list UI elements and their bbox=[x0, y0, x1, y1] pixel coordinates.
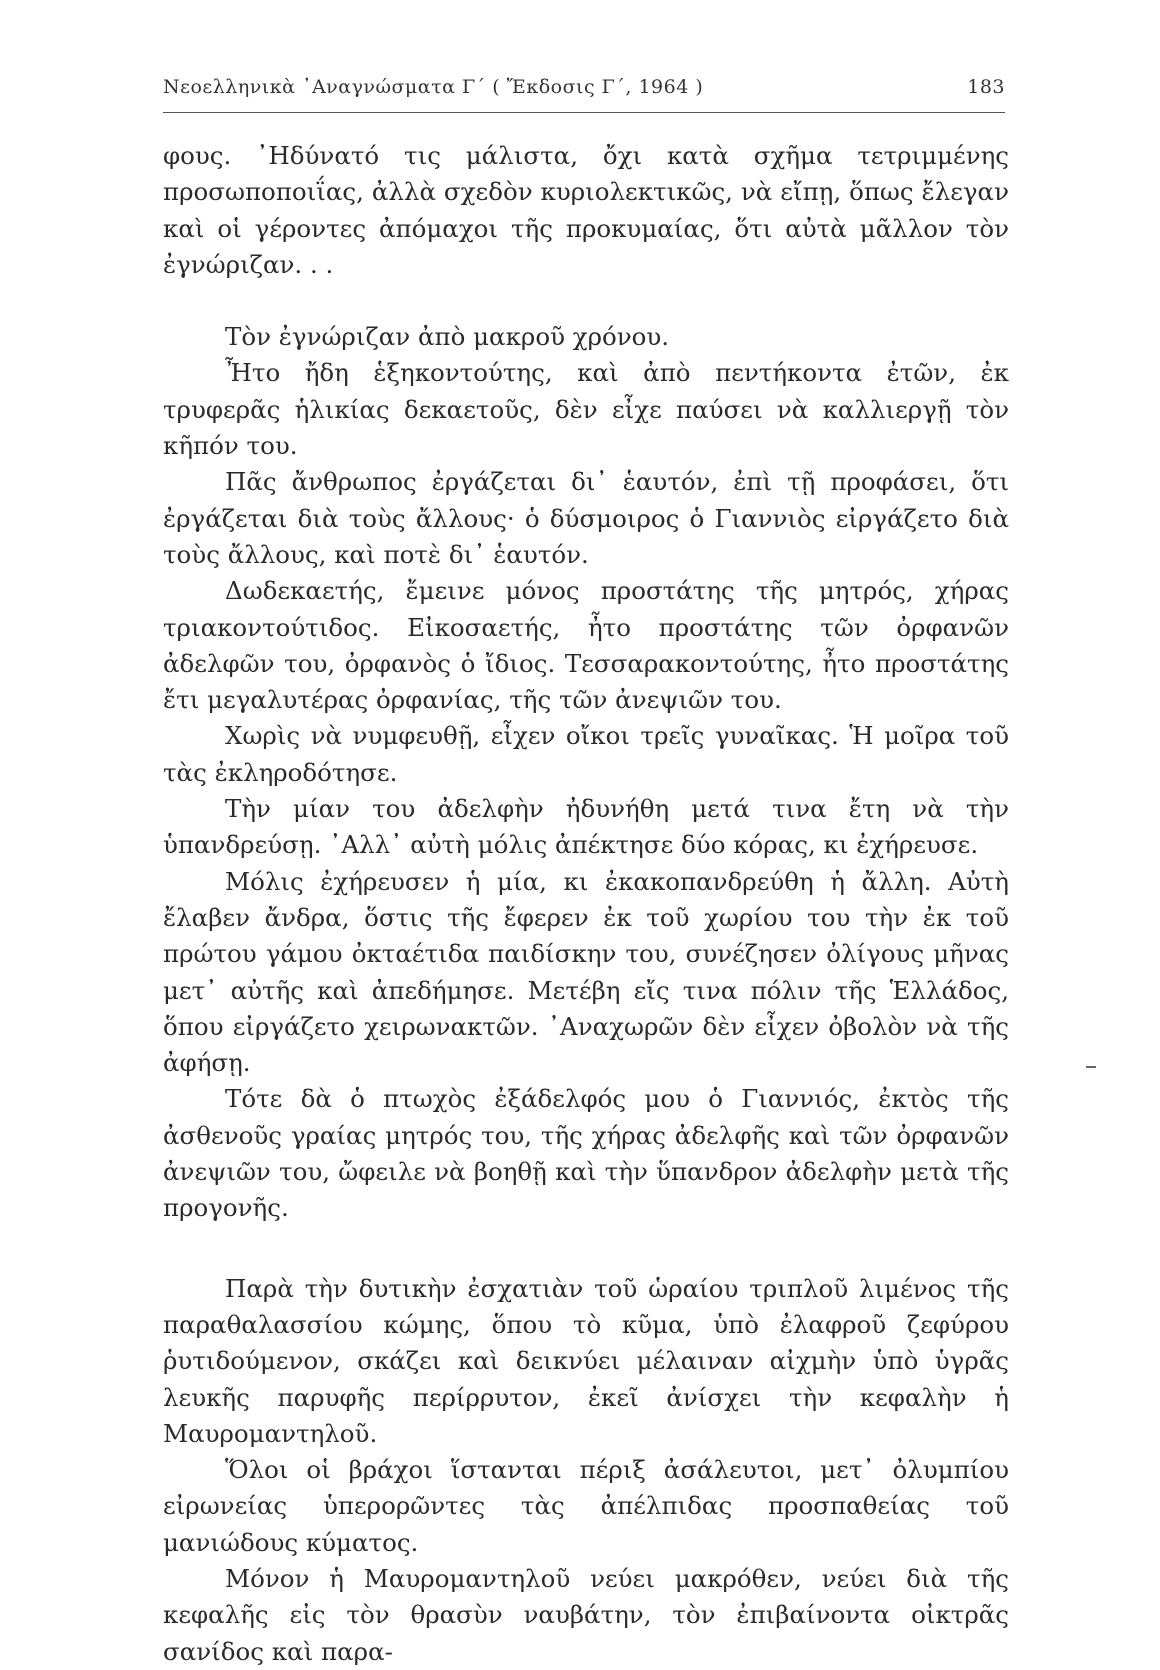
header-title: Νεοελληνικὰ ᾿Αναγνώσματα Γ΄ ( Ἔκδοσις Γ΄, 1964 ) bbox=[163, 76, 704, 98]
page-number: 183 bbox=[967, 76, 1005, 98]
paragraph: Τὴν μίαν του ἀδελφὴν ἠδυνήθη μετά τινα ἔτη νὰ τὴν ὑπανδρεύσῃ. ᾿Αλλ᾿ αὐτὴ μόλις ἀπέκτησε δύο κόρας, κι ἐχήρευσε. bbox=[163, 794, 1009, 860]
margin-mark bbox=[1086, 1066, 1096, 1068]
paragraph: Ἦτο ἤδη ἑξηκοντούτης, καὶ ἀπὸ πεντήκοντα ἐτῶν, ἐκ τρυφερᾶς ἡλικίας δεκαετοῦς, δὲν εἶχε παύσει νὰ καλλιεργῇ τὸν κῆπόν του. bbox=[163, 358, 1009, 461]
paragraph: Πᾶς ἄνθρωπος ἐργάζεται δι᾿ ἑαυτόν, ἐπὶ τῇ προφάσει, ὅτι ἐργάζεται διὰ τοὺς ἄλλους· ὁ δύσμοιρος ὁ Γιαννιὸς εἰργάζετο διὰ τοὺς ἄλλους, καὶ ποτὲ δι᾿ ἑαυτόν. bbox=[163, 467, 1009, 569]
paragraph: Χωρὶς νὰ νυμφευθῇ, εἶχεν οἴκοι τρεῖς γυναῖκας. Ἡ μοῖρα τοῦ τὰς ἐκληροδότησε. bbox=[163, 721, 1009, 787]
header-rule bbox=[163, 112, 1005, 113]
paragraph: Μόλις ἐχήρευσεν ἡ μία, κι ἐκακοπανδρεύθη ἡ ἄλλη. Αὐτὴ ἔλαβεν ἄνδρα, ὅστις τῆς ἔφερεν ἐκ τοῦ χωρίου του τὴν ἐκ τοῦ πρώτου γάμου ὀκταέτιδα παιδίσκην του, συνέζησεν ὀλίγους μῆνας μετ᾿ αὐτῆς καὶ ἀπεδήμησε. Μετέβη εἴς τινα πόλιν τῆς Ἑλλάδος, ὅπου εἰργάζετο χειρωνακτῶν. ᾿Αναχωρῶν δὲν εἶχεν ὀβολὸν νὰ τῆς ἀφήσῃ. bbox=[163, 866, 1009, 1078]
paragraph: Μόνον ἡ Μαυρομαντηλοῦ νεύει μακρόθεν, νεύει διὰ τῆς κεφαλῆς εἰς τὸν θρασὺν ναυβάτην, τὸν ἐπιβαίνοντα οἰκτρᾶς σανίδος καὶ παρα- bbox=[163, 1563, 1009, 1666]
paragraph: Ὅλοι οἱ βράχοι ἵστανται πέριξ ἀσάλευτοι, μετ᾿ ὀλυμπίου εἰρωνείας ὑπερορῶντες τὰς ἀπέλπιδας προσπαθείας τοῦ μανιώδους κύματος. bbox=[163, 1455, 1009, 1557]
paragraph: φους. ᾿Ηδύνατό τις μάλιστα, ὄχι κατὰ σχῆμα τετριμμένης προσωποποιΐας, ἀλλὰ σχεδὸν κυριολεκτικῶς, νὰ εἴπῃ, ὅπως ἔλεγαν καὶ οἱ γέροντες ἀπόμαχοι τῆς προκυμαίας, ὅτι αὐτὰ μᾶλλον τὸν ἐγνώριζαν. . . bbox=[163, 141, 1009, 279]
text-body bbox=[163, 138, 1009, 1670]
paragraph: Παρὰ τὴν δυτικὴν ἐσχατιὰν τοῦ ὡραίου τριπλοῦ λιμένος τῆς παραθαλασσίου κώμης, ὅπου τὸ κῦμα, ὑπὸ ἐλαφροῦ ζεφύρου ῥυτιδούμενον, σκάζει καὶ δεικνύει μέλαιναν αἰχμὴν ὑπὸ ὑγρᾶς λευκῆς παρυφῆς περίρρυτον, ἐκεῖ ἀνίσχει τὴν κεφαλὴν ἡ Μαυρομαντηλοῦ. bbox=[163, 1273, 1009, 1448]
running-header bbox=[163, 72, 1005, 108]
paragraph: Τότε δὰ ὁ πτωχὸς ἐξάδελφός μου ὁ Γιαννιός, ἐκτὸς τῆς ἀσθενοῦς γραίας μητρός του, τῆς χήρας ἀδελφῆς καὶ τῶν ὀρφανῶν ἀνεψιῶν του, ὤφειλε νὰ βοηθῇ καὶ τὴν ὕπανδρον ἀδελφὴν μετὰ τῆς προγονῆς. bbox=[163, 1084, 1009, 1223]
paragraph: Δωδεκαετής, ἔμεινε μόνος προστάτης τῆς μητρός, χήρας τριακοντούτιδος. Εἰκοσαετής, ἦτο προστάτης τῶν ὀρφανῶν ἀδελφῶν του, ὀρφανὸς ὁ ἴδιος. Τεσσαρακοντούτης, ἦτο προστάτης ἔτι μεγαλυτέρας ὀρφανίας, τῆς τῶν ἀνεψιῶν του. bbox=[163, 576, 1009, 715]
paragraph: Τὸν ἐγνώριζαν ἀπὸ μακροῦ χρόνου. bbox=[225, 322, 670, 352]
